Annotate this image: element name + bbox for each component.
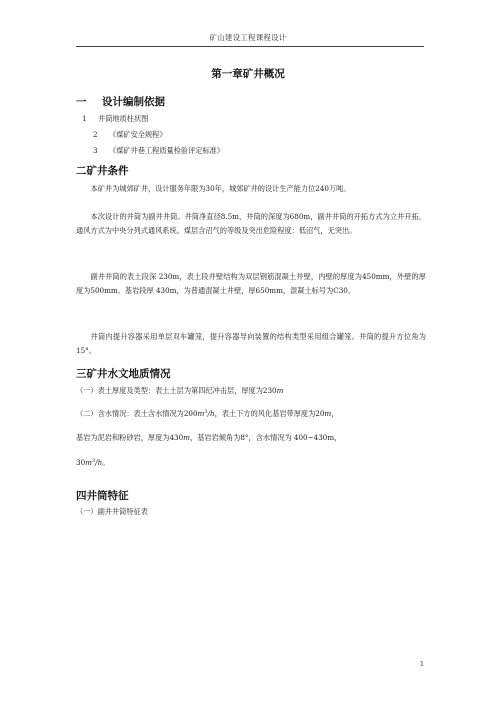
text-line: （一）表土厚度及类型：表土土层为第四纪冲击层，厚度为230m bbox=[76, 386, 284, 395]
section-number: 一 bbox=[76, 96, 87, 108]
text-line: $30m^3/h$。 bbox=[76, 458, 110, 467]
running-header: 矿山建设工程课程设计 bbox=[209, 33, 287, 42]
section-heading-hydrogeology: 三矿井水文地质情况 bbox=[76, 368, 171, 380]
paragraph: 井筒内提升容器采用单层双车罐笼，提升容器导向装置的结构类型采用组合罐笼。井筒的提升方位角为15°。 bbox=[76, 332, 426, 355]
section-heading-basis bbox=[76, 94, 165, 109]
list-item: 2 《煤矿安全规程》 bbox=[93, 130, 167, 139]
paragraph: 本次设计的井筒为副井井筒。井筒净直径8.5m，井筒的深度为680m，副井井筒的开拓方式为立井开拓，通风方式为中央分列式通风系统。煤层含沼气的等级及突出危险程度：低沼气，无突出。 bbox=[76, 212, 426, 235]
paragraph: 副井井筒的表土段深 230m，表土段井壁结构为双层钢筋混凝土井壁，内壁的厚度为450mm，外壁的厚度为500mm。基岩段厚 430m，为普通混凝土井壁，厚650mm，混凝土标号为C30。 bbox=[76, 272, 426, 295]
text-line: 基岩为泥岩和粉砂岩，厚度为430m，基岩岩倾角为8°，含水情况为 400~430m， bbox=[76, 433, 342, 442]
list-item: 3 《煤矿井巷工程质量检验评定标准》 bbox=[93, 146, 225, 155]
text-line: （二）含水情况：表土含水情况为$200m^3/h$，表土下方的风化基岩带厚度为20m， bbox=[76, 409, 339, 418]
section-title: 设计编制依据 bbox=[102, 96, 165, 108]
list-item: 1 井筒地质柱状图 bbox=[82, 114, 149, 123]
subsection-heading: （一）副井井筒特征表 bbox=[76, 507, 148, 516]
paragraph: 本矿井为城郊矿井，设计服务年限为30年，城郊矿井的设计生产能力位240万吨。 bbox=[90, 184, 351, 193]
section-heading-shaft-features: 四井筒特征 bbox=[76, 490, 129, 502]
page-number: 1 bbox=[419, 660, 424, 668]
chapter-title: 第一章矿井概况 bbox=[211, 68, 285, 80]
header-rule bbox=[76, 46, 424, 47]
section-heading-conditions: 二矿井条件 bbox=[76, 165, 129, 177]
